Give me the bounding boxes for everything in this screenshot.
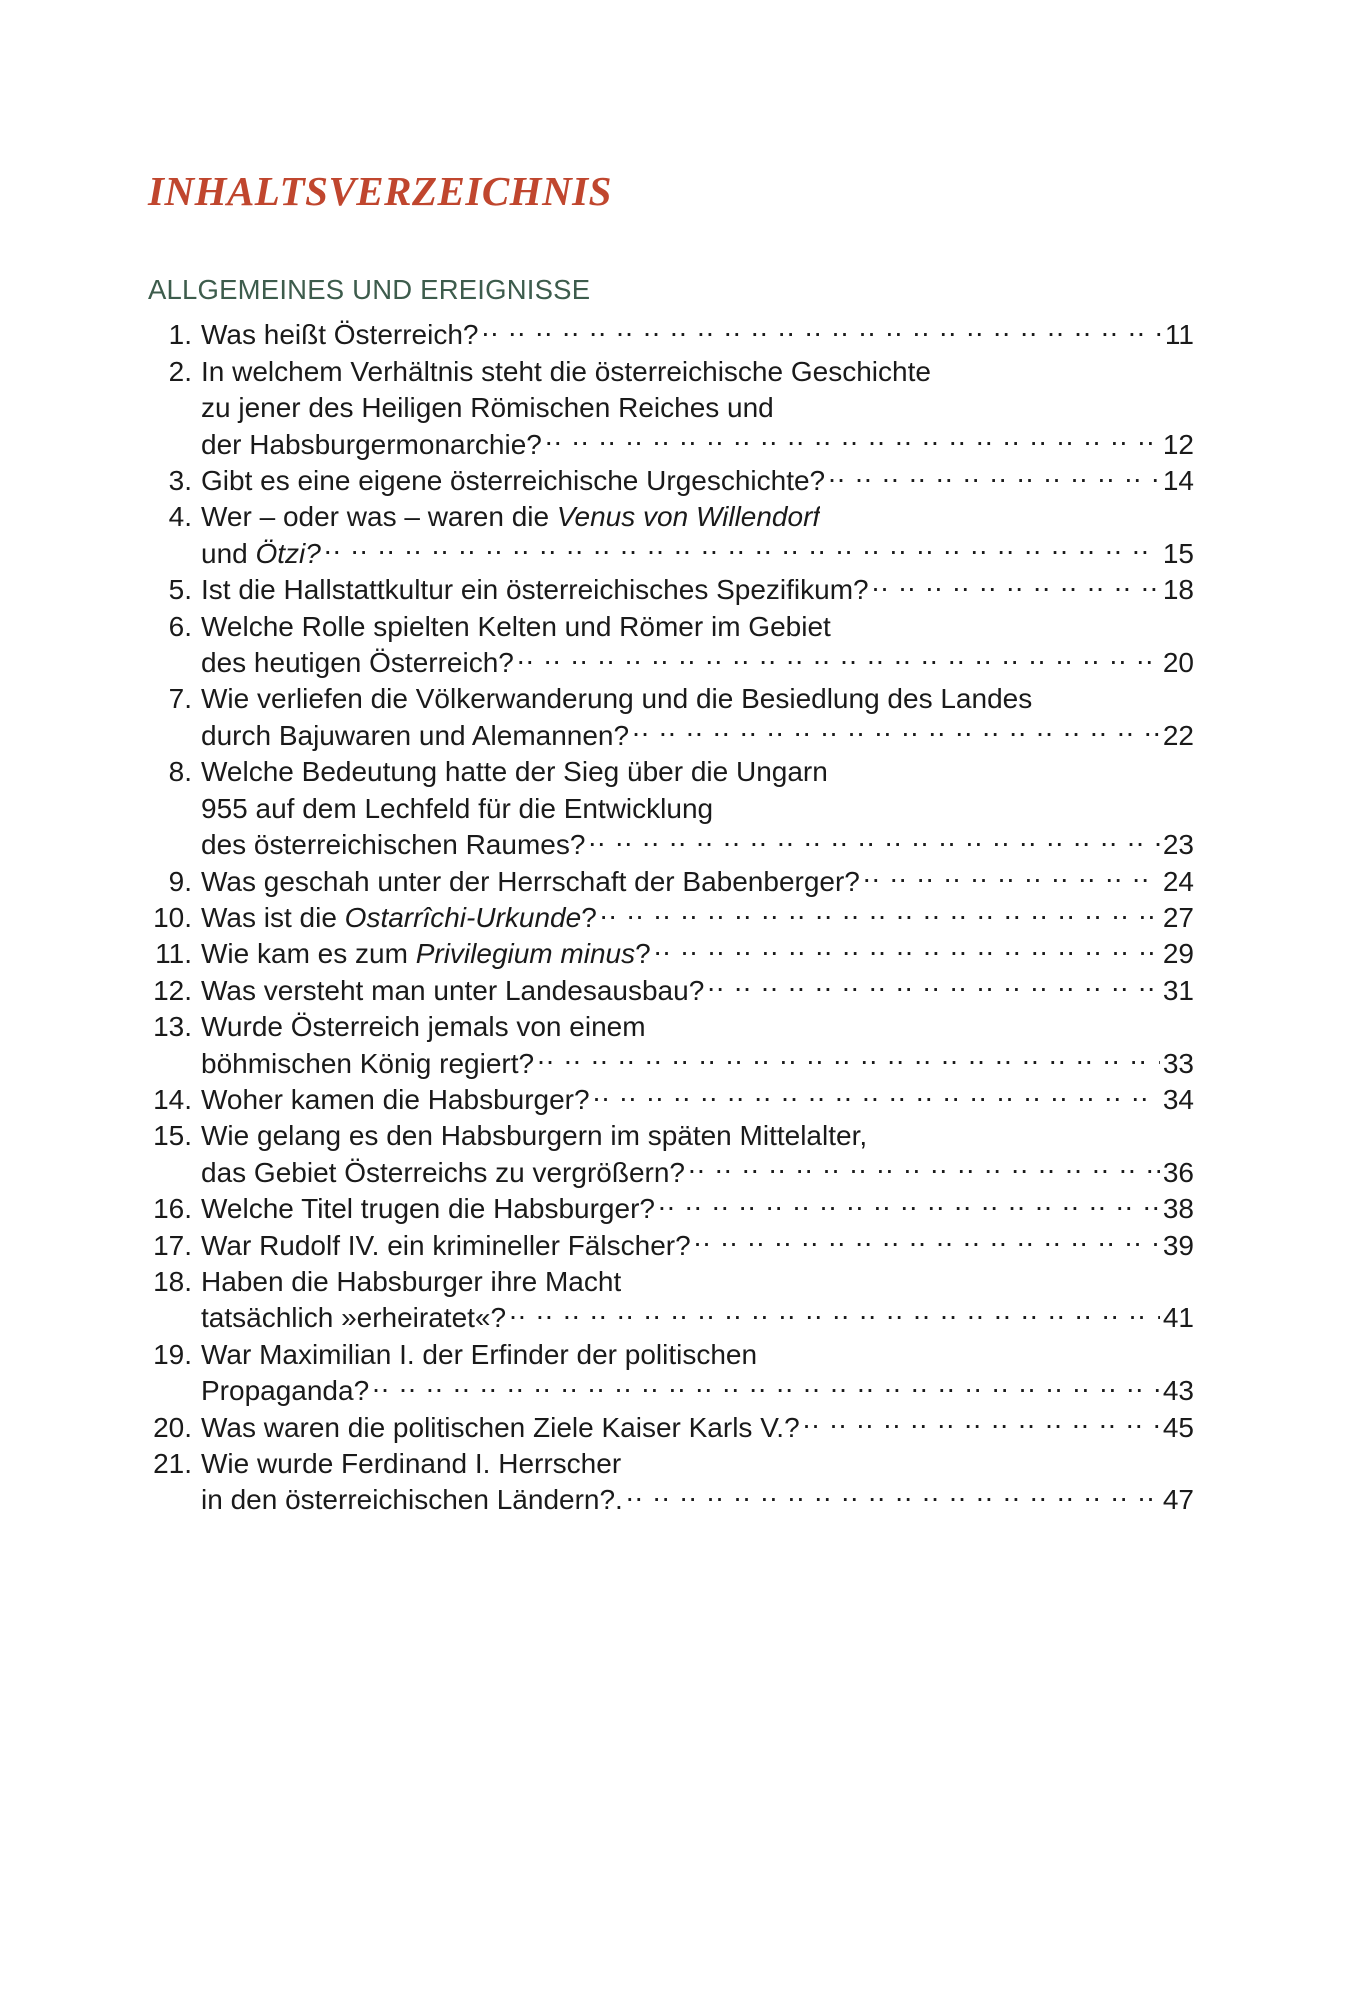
toc-leader-dots bbox=[658, 1190, 1160, 1218]
toc-leader-dots bbox=[760, 1336, 1192, 1364]
toc-entry-line bbox=[148, 935, 1194, 971]
toc-entry-line bbox=[148, 353, 1194, 389]
toc-entry[interactable] bbox=[148, 1263, 1194, 1336]
toc-entry-line bbox=[148, 535, 1194, 571]
toc-page-number[interactable]: 33 bbox=[1162, 1047, 1194, 1079]
toc-entry-number: 21. bbox=[153, 1448, 192, 1480]
toc-leader-dots bbox=[831, 753, 1192, 781]
toc-entry-number: 17. bbox=[153, 1229, 192, 1261]
toc-entry-text: in den österreichischen Ländern?. bbox=[201, 1484, 623, 1516]
toc-entry-line bbox=[148, 1227, 1194, 1263]
toc-entry-number: 13. bbox=[153, 1011, 192, 1043]
toc-leader-dots bbox=[509, 1299, 1160, 1327]
toc-entry-number: 16. bbox=[153, 1193, 192, 1225]
toc-page-number[interactable]: 31 bbox=[1162, 974, 1194, 1006]
toc-page-number[interactable]: 11 bbox=[1164, 319, 1194, 351]
toc-entry-text: War Rudolf IV. ein krimineller Fälscher? bbox=[201, 1229, 691, 1261]
toc-entry-text: Propaganda? bbox=[201, 1375, 370, 1407]
toc-page-number[interactable]: 15 bbox=[1162, 537, 1194, 569]
toc-entry-line bbox=[148, 498, 1194, 534]
toc-entry-line bbox=[148, 644, 1194, 680]
toc-page-number[interactable]: 47 bbox=[1162, 1484, 1194, 1516]
toc-entry-line bbox=[148, 1008, 1194, 1044]
toc-page-number[interactable]: 45 bbox=[1162, 1411, 1194, 1443]
toc-page-number[interactable]: 14 bbox=[1162, 465, 1194, 497]
toc-leader-dots bbox=[517, 644, 1160, 672]
toc-entry[interactable] bbox=[148, 1445, 1194, 1518]
toc-entry-text: Was geschah unter der Herrschaft der Babenberger? bbox=[201, 865, 860, 897]
toc-entry[interactable] bbox=[148, 1081, 1194, 1117]
toc-page-number[interactable]: 20 bbox=[1162, 647, 1194, 679]
toc-leader-dots bbox=[934, 353, 1192, 381]
toc-leader-dots bbox=[803, 1409, 1160, 1437]
toc-entry-text: der Habsburgermonarchie? bbox=[201, 428, 542, 460]
toc-entry[interactable] bbox=[148, 608, 1194, 681]
toc-entry-line bbox=[148, 680, 1194, 716]
toc-entry-number: 1. bbox=[168, 319, 192, 351]
toc-entry-line bbox=[148, 972, 1194, 1008]
toc-entry-text: Wer – oder was – waren die Venus von Willendorf bbox=[201, 501, 821, 533]
toc-leader-dots bbox=[324, 535, 1160, 563]
toc-entry-line bbox=[148, 1372, 1194, 1408]
toc-page-number[interactable]: 22 bbox=[1162, 719, 1194, 751]
toc-entry-line bbox=[148, 608, 1194, 644]
toc-entry[interactable] bbox=[148, 1336, 1194, 1409]
toc-entry[interactable] bbox=[148, 935, 1194, 971]
toc-entry-line bbox=[148, 717, 1194, 753]
toc-entry-text: Welche Titel trugen die Habsburger? bbox=[201, 1193, 655, 1225]
toc-entry-line bbox=[148, 899, 1194, 935]
toc-entry-number: 6. bbox=[168, 610, 192, 642]
toc-entry-text: Wie gelang es den Habsburgern im späten Mittelalter, bbox=[201, 1120, 868, 1152]
toc-page-number[interactable]: 34 bbox=[1162, 1083, 1194, 1115]
toc-entry-text: Ist die Hallstattkultur ein österreichisches Spezifikum? bbox=[201, 574, 869, 606]
toc-leader-dots bbox=[872, 571, 1160, 599]
toc-entry[interactable] bbox=[148, 1008, 1194, 1081]
toc-leader-dots bbox=[588, 826, 1159, 854]
toc-leader-dots bbox=[1035, 680, 1192, 708]
toc-page-number[interactable]: 24 bbox=[1162, 865, 1194, 897]
toc-page-number[interactable]: 12 bbox=[1162, 428, 1194, 460]
toc-entry-text: Wie wurde Ferdinand I. Herrscher bbox=[201, 1448, 622, 1480]
toc-entry[interactable] bbox=[148, 1227, 1194, 1263]
toc-entry-line bbox=[148, 863, 1194, 899]
toc-entry[interactable] bbox=[148, 972, 1194, 1008]
toc-entry-text: Was waren die politischen Ziele Kaiser Karls V.? bbox=[201, 1411, 800, 1443]
toc-entry[interactable] bbox=[148, 1190, 1194, 1226]
toc-entry-number: 10. bbox=[153, 901, 192, 933]
toc-leader-dots bbox=[593, 1081, 1160, 1109]
toc-entry-number: 19. bbox=[153, 1338, 192, 1370]
toc-entry-line bbox=[148, 1336, 1194, 1372]
toc-entry-line bbox=[148, 1409, 1194, 1445]
toc-entry[interactable] bbox=[148, 1409, 1194, 1445]
toc-page-number[interactable]: 38 bbox=[1162, 1193, 1194, 1225]
toc-entry-text: In welchem Verhältnis steht die österreichische Geschichte bbox=[201, 355, 931, 387]
toc-entry-line bbox=[148, 316, 1194, 352]
toc-leader-dots bbox=[823, 498, 1192, 526]
toc-entry-line bbox=[148, 1117, 1194, 1153]
toc-entry-line bbox=[148, 826, 1194, 862]
toc-leader-dots bbox=[828, 462, 1160, 490]
toc-leader-dots bbox=[626, 1481, 1160, 1509]
toc-page-number[interactable]: 41 bbox=[1162, 1302, 1194, 1334]
toc-page-number[interactable]: 18 bbox=[1162, 574, 1194, 606]
toc-entry-number: 5. bbox=[168, 574, 192, 606]
toc-entry-line bbox=[148, 1445, 1194, 1481]
toc-entry-text: War Maximilian I. der Erfinder der politischen bbox=[201, 1338, 758, 1370]
toc-leader-dots bbox=[649, 1008, 1192, 1036]
toc-entry-text: das Gebiet Österreichs zu vergrößern? bbox=[201, 1156, 685, 1188]
toc-entry-text: Was versteht man unter Landesausbau? bbox=[201, 974, 705, 1006]
toc-entry-line bbox=[148, 753, 1194, 789]
toc-entry-text: Gibt es eine eigene österreichische Urgeschichte? bbox=[201, 465, 826, 497]
toc-leader-dots bbox=[777, 389, 1192, 417]
toc-entry-text: Wie verliefen die Völkerwanderung und die Besiedlung des Landes bbox=[201, 683, 1033, 715]
toc-entry-line bbox=[148, 426, 1194, 462]
toc-entry-number: 4. bbox=[168, 501, 192, 533]
toc-entry-text: tatsächlich »erheiratet«? bbox=[201, 1302, 507, 1334]
toc-entry-list bbox=[148, 316, 1194, 1517]
toc-entry-number: 7. bbox=[168, 683, 192, 715]
toc-entry[interactable] bbox=[148, 899, 1194, 935]
toc-page-number[interactable]: 23 bbox=[1162, 829, 1194, 861]
toc-entry[interactable] bbox=[148, 863, 1194, 899]
toc-content bbox=[148, 170, 1194, 1518]
toc-entry[interactable] bbox=[148, 353, 1194, 462]
toc-entry-text: Was heißt Österreich? bbox=[201, 319, 479, 351]
toc-entry[interactable] bbox=[148, 571, 1194, 607]
toc-entry-number: 9. bbox=[168, 865, 192, 897]
toc-leader-dots bbox=[372, 1372, 1160, 1400]
toc-entry-text: Haben die Habsburger ihre Macht bbox=[201, 1265, 622, 1297]
toc-entry[interactable] bbox=[148, 680, 1194, 753]
toc-page-number[interactable]: 39 bbox=[1162, 1229, 1194, 1261]
toc-entry-text: durch Bajuwaren und Alemannen? bbox=[201, 719, 630, 751]
toc-entry-number: 18. bbox=[153, 1265, 192, 1297]
toc-page-number[interactable]: 43 bbox=[1162, 1375, 1194, 1407]
toc-entry-number: 12. bbox=[153, 974, 192, 1006]
toc-entry-text: Was ist die Ostarrîchi-Urkunde? bbox=[201, 901, 597, 933]
toc-entry-text: zu jener des Heiligen Römischen Reiches und bbox=[201, 392, 774, 424]
toc-entry-line bbox=[148, 389, 1194, 425]
toc-entry[interactable] bbox=[148, 753, 1194, 862]
toc-page-number[interactable]: 27 bbox=[1162, 901, 1194, 933]
toc-entry[interactable] bbox=[148, 498, 1194, 571]
toc-entry-number: 15. bbox=[153, 1120, 192, 1152]
toc-entry-line bbox=[148, 571, 1194, 607]
toc-leader-dots bbox=[624, 1263, 1192, 1291]
toc-entry-line bbox=[148, 1299, 1194, 1335]
toc-leader-dots bbox=[716, 790, 1192, 818]
toc-leader-dots bbox=[863, 863, 1160, 891]
toc-entry-text: des österreichischen Raumes? bbox=[201, 829, 586, 861]
toc-entry-text: Welche Bedeutung hatte der Sieg über die Ungarn bbox=[201, 756, 828, 788]
toc-leader-dots bbox=[537, 1045, 1160, 1073]
toc-leader-dots bbox=[870, 1117, 1192, 1145]
toc-entry-line bbox=[148, 1263, 1194, 1299]
toc-entry-text: und Ötzi? bbox=[201, 537, 321, 569]
toc-entry-line bbox=[148, 462, 1194, 498]
toc-entry-line bbox=[148, 1081, 1194, 1117]
toc-entry-text: Wie kam es zum Privilegium minus? bbox=[201, 938, 651, 970]
toc-entry-number: 3. bbox=[168, 465, 192, 497]
toc-entry-line bbox=[148, 1481, 1194, 1517]
toc-entry-number: 20. bbox=[153, 1411, 192, 1443]
toc-page-number[interactable]: 36 bbox=[1162, 1156, 1194, 1188]
toc-page-number[interactable]: 29 bbox=[1162, 938, 1194, 970]
toc-entry-line bbox=[148, 790, 1194, 826]
toc-entry-text: böhmischen König regiert? bbox=[201, 1047, 535, 1079]
toc-entry-text: des heutigen Österreich? bbox=[201, 647, 514, 679]
toc-entry[interactable] bbox=[148, 316, 1194, 352]
toc-leader-dots bbox=[481, 316, 1161, 344]
toc-entry-text: Welche Rolle spielten Kelten und Römer im Gebiet bbox=[201, 610, 831, 642]
toc-entry-number: 14. bbox=[153, 1083, 192, 1115]
toc-entry-number: 11. bbox=[155, 938, 192, 970]
toc-entry-line bbox=[148, 1154, 1194, 1190]
toc-entry-number: 2. bbox=[168, 355, 192, 387]
toc-entry-text: Woher kamen die Habsburger? bbox=[201, 1083, 590, 1115]
section-heading-allgemeines-und-ereignisse: ALLGEMEINES UND EREIGNISSE bbox=[148, 274, 591, 306]
toc-entry-line bbox=[148, 1190, 1194, 1226]
toc-leader-dots bbox=[654, 935, 1160, 963]
page-title: INHALTSVERZEICHNIS bbox=[148, 168, 612, 214]
toc-leader-dots bbox=[632, 717, 1160, 745]
toc-leader-dots bbox=[834, 608, 1192, 636]
toc-leader-dots bbox=[545, 426, 1160, 454]
toc-entry-text: Wurde Österreich jemals von einem bbox=[201, 1011, 646, 1043]
toc-entry-number: 8. bbox=[168, 756, 192, 788]
toc-leader-dots bbox=[688, 1154, 1160, 1182]
toc-leader-dots bbox=[600, 899, 1160, 927]
toc-leader-dots bbox=[707, 972, 1160, 1000]
toc-entry[interactable] bbox=[148, 1117, 1194, 1190]
toc-entry-line bbox=[148, 1045, 1194, 1081]
toc-entry[interactable] bbox=[148, 462, 1194, 498]
toc-leader-dots bbox=[624, 1445, 1192, 1473]
toc-leader-dots bbox=[694, 1227, 1160, 1255]
toc-entry-text: 955 auf dem Lechfeld für die Entwicklung bbox=[201, 792, 714, 824]
